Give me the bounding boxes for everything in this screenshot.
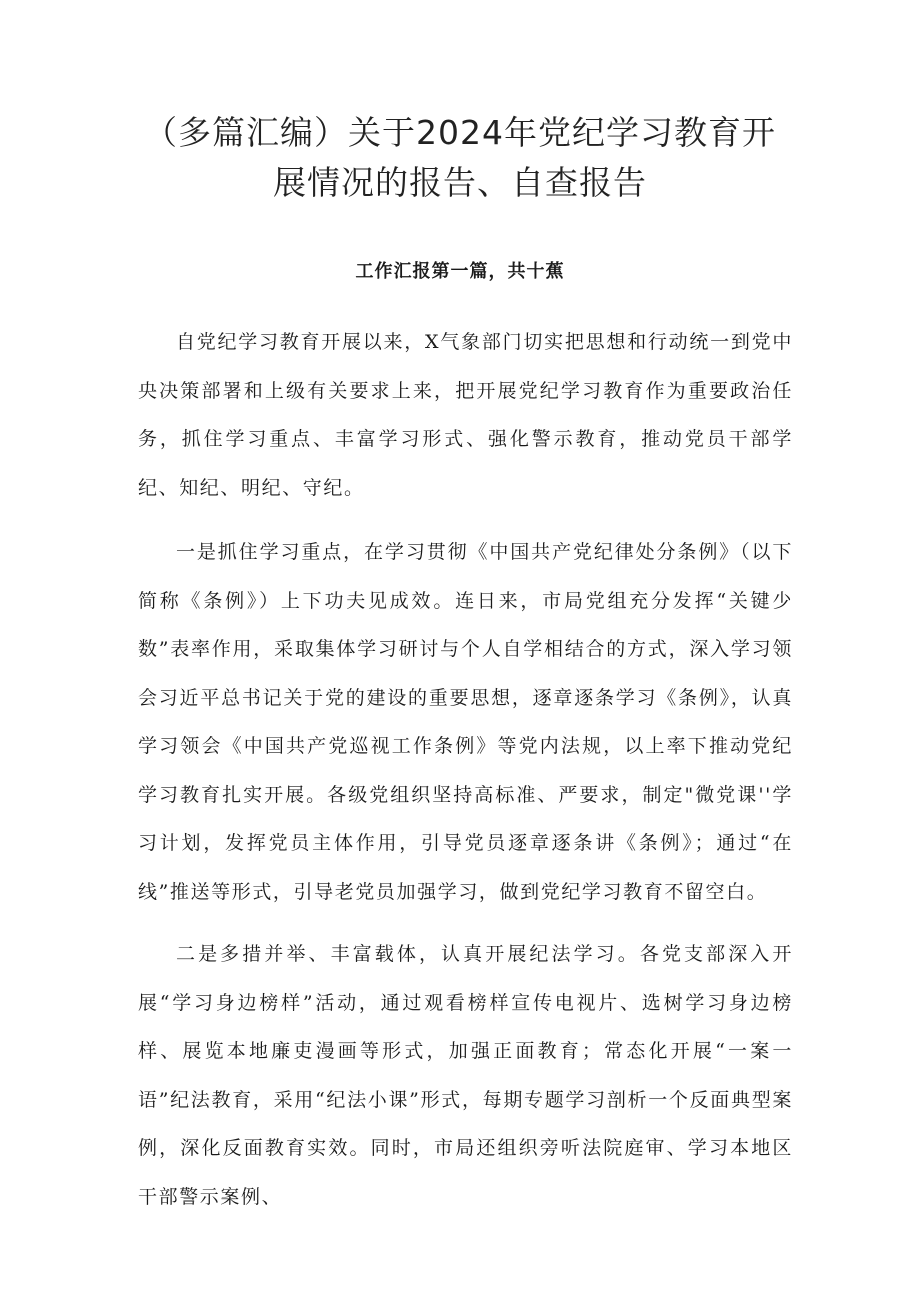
paragraph-intro: 自党纪学习教育开展以来，X气象部门切实把思想和行动统一到党中央决策部署和上级有关要求上来，把开展党纪学习教育作为重要政治任务，抓住学习重点、丰富学习形式、强化警示教育，推动党员干部学纪、知纪、明纪、守纪。 — [138, 331, 793, 499]
document-title-line-1: （多篇汇编）关于2024年党纪学习教育开 — [144, 113, 776, 152]
paragraph-point-1: 一是抓住学习重点，在学习贯彻《中国共产党纪律处分条例》（以下简称《条例》）上下功夫见成效。连日来，市局党组充分发挥“关键少数”表率作用，采取集体学习研讨与个人自学相结合的方式，深入学习领会习近平总书记关于党的建设的重要思想，逐章逐条学习《条例》，认真学习领会《中国共产党巡视工作条例》等党内法规，以上率下推动党纪学习教育扎实开展。各级党组织坚持高标准、严要求，制定"微党课''学习计划，发挥党员主体作用，引导党员逐章逐条讲《条例》；通过“在线”推送等形式，引导老党员加强学习，做到党纪学习教育不留空白。 — [138, 541, 793, 903]
document-title-line-2: 展情况的报告、自查报告 — [273, 163, 647, 202]
paragraph-point-2: 二是多措并举、丰富载体，认真开展纪法学习。各党支部深入开展“学习身边榜样”活动，通过观看榜样宣传电视片、选树学习身边榜样、展览本地廉吏漫画等形式，加强正面教育；常态化开展“一案一语”纪法教育，采用“纪法小课”形式，每期专题学习剖析一个反面典型案例，深化反面教育实效。同时，市局还组织旁听法院庭审、学习本地区干部警示案例、 — [138, 943, 793, 1208]
document-subtitle: 工作汇报第一篇，共十蕉 — [355, 261, 565, 282]
